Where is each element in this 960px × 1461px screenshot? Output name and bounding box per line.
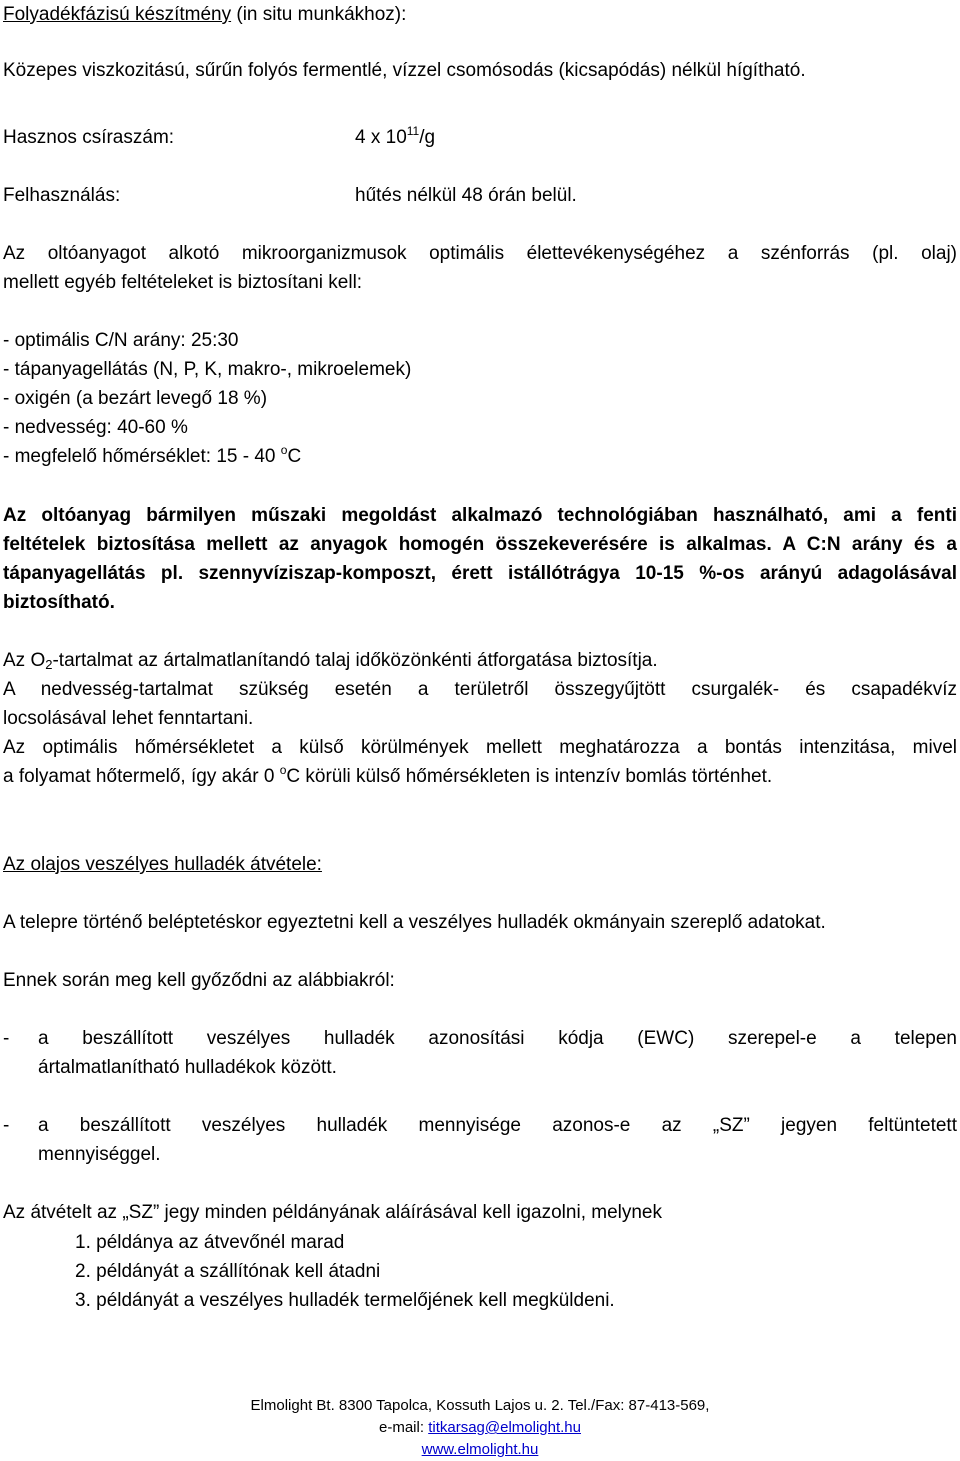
verify-line: Ennek során meg kell győződni az alábbiakról: xyxy=(3,970,395,991)
dash-bullet: - xyxy=(3,1028,10,1049)
copy-item: 2. példányát a szállítónak kell átadni xyxy=(75,1261,381,1282)
condition-temp-unit: C xyxy=(287,446,302,467)
degree-symbol: o xyxy=(279,763,287,777)
check-item-line-1: a beszállított veszélyes hulladék azonosítási kódja (EWC) szerepel-e a telepen xyxy=(38,1028,957,1049)
o2-post: -tartalmat az ártalmatlanítandó talaj időközönkénti átforgatása biztosítja. xyxy=(52,650,658,671)
entry-line: A telepre történő beléptetéskor egyeztetni kell a veszélyes hulladék okmányain szereplő adatokat. xyxy=(3,912,826,933)
bold-paragraph-line: feltételek biztosítása mellett az anyagok homogén összekeverésére is alkalmas. A C:N arány és a xyxy=(3,534,957,555)
bold-paragraph-line: tápanyagellátás pl. szennyvíziszap-komposzt, érett istállótrágya 10-15 %-os arányú adagolásával xyxy=(3,563,957,584)
temp-line-pre: a folyamat hőtermelő, így akár 0 xyxy=(3,766,280,787)
section-heading-liquid xyxy=(3,0,957,29)
copy-item: 1. példánya az átvevőnél marad xyxy=(75,1232,345,1253)
condition-item: - optimális C/N arány: 25:30 xyxy=(3,330,239,351)
footer-email-row xyxy=(0,1417,960,1439)
degree-symbol: o xyxy=(280,443,288,457)
check-item xyxy=(3,1111,957,1169)
germ-count-value xyxy=(355,123,435,152)
check-item xyxy=(3,1024,957,1082)
footer xyxy=(0,1395,960,1461)
condition-item: - oxigén (a bezárt levegő 18 %) xyxy=(3,388,268,409)
microorganisms-line-2: mellett egyéb feltételeket is biztosítani kell: xyxy=(3,272,363,293)
temperature-line-2 xyxy=(3,762,957,791)
footer-address: Elmolight Bt. 8300 Tapolca, Kossuth Lajos u. 2. Tel./Fax: 87-413-569, xyxy=(250,1397,710,1414)
check-item-line-2: mennyiséggel. xyxy=(38,1144,161,1165)
viscosity-line: Közepes viszkozitású, sűrűn folyós fermentlé, vízzel csomósodás (kicsapódás) nélkül hígítható. xyxy=(3,60,806,81)
heading-rest: (in situ munkákhoz): xyxy=(231,4,407,25)
check-item-line-2: ártalmatlanítható hulladékok között. xyxy=(38,1057,337,1078)
footer-email-label: e-mail: xyxy=(379,1419,429,1436)
sz-line: Az átvételt az „SZ” jegy minden példányának aláírásával kell igazolni, melynek xyxy=(3,1202,662,1223)
condition-item: - tápanyagellátás (N, P, K, makro-, mikroelemek) xyxy=(3,359,412,380)
moisture-line-2: locsolásával lehet fenntartani. xyxy=(3,708,254,729)
footer-email-link[interactable]: titkarsag@elmolight.hu xyxy=(428,1419,581,1436)
germ-count-label: Hasznos csíraszám: xyxy=(3,127,175,148)
germ-count-exponent: 11 xyxy=(406,124,420,138)
dash-bullet: - xyxy=(3,1115,10,1136)
condition-temp-text: - megfelelő hőmérséklet: 15 - 40 xyxy=(3,446,281,467)
check-item-line-1: a beszállított veszélyes hulladék mennyisége azonos-e az „SZ” jegyen feltüntetett xyxy=(38,1115,957,1136)
condition-item: - nedvesség: 40-60 % xyxy=(3,417,188,438)
bold-paragraph-line: Az oltóanyag bármilyen műszaki megoldást alkalmazó technológiában használható, ami a fenti xyxy=(3,505,957,526)
microorganisms-line-1: Az oltóanyagot alkotó mikroorganizmusok optimális élettevékenységéhez a szénforrás (pl. olaj) xyxy=(3,243,957,264)
temp-line-post: C körüli külső hőmérsékleten is intenzív bomlás történhet. xyxy=(286,766,773,787)
section-heading-oily-waste: Az olajos veszélyes hulladék átvétele: xyxy=(3,854,322,875)
copy-item: 3. példányát a veszélyes hulladék termelőjének kell megküldeni. xyxy=(75,1290,615,1311)
heading-underlined: Folyadékfázisú készítmény xyxy=(3,4,232,25)
o2-line xyxy=(3,646,957,675)
moisture-line-1: A nedvesség-tartalmat szükség esetén a területről összegyűjtött csurgalék- és csapadékvíz xyxy=(3,679,957,700)
condition-item-temperature xyxy=(3,442,957,471)
germ-count-row xyxy=(3,123,957,152)
bold-paragraph-line: biztosítható. xyxy=(3,592,115,613)
usage-value: hűtés nélkül 48 órán belül. xyxy=(355,185,577,206)
usage-row xyxy=(3,181,957,210)
footer-website-link[interactable]: www.elmolight.hu xyxy=(421,1441,539,1458)
germ-count-base: 4 x 10 xyxy=(355,127,407,148)
o2-subscript: 2 xyxy=(45,657,53,672)
temperature-line-1: Az optimális hőmérsékletet a külső körülmények mellett meghatározza a bontás intenzitása, mivel xyxy=(3,737,957,758)
o2-pre: Az O xyxy=(3,650,46,671)
usage-label: Felhasználás: xyxy=(3,185,121,206)
germ-count-unit: /g xyxy=(419,127,436,148)
